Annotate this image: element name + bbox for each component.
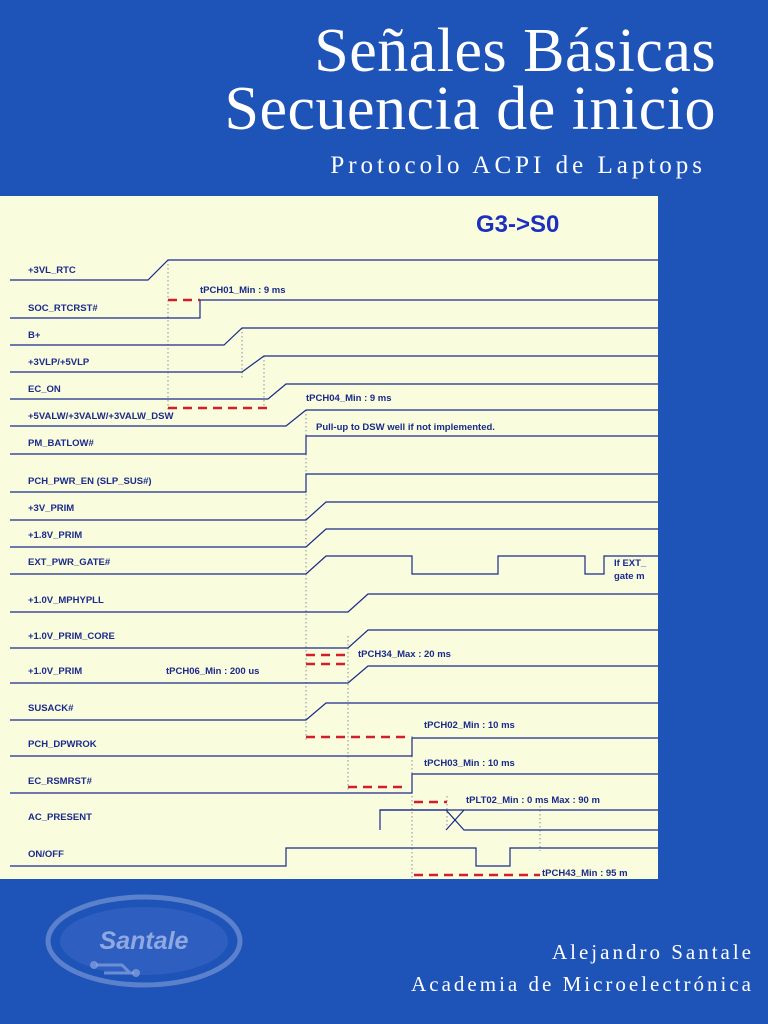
signal-label-pm-batlow: PM_BATLOW#: [28, 438, 94, 449]
wave-ac-present-a: [380, 810, 658, 830]
timing-diagram: [0, 196, 658, 879]
subtitle: Protocolo ACPI de Laptops: [330, 152, 706, 179]
annotation-tpch01: tPCH01_Min : 9 ms: [200, 285, 286, 296]
annotation-tpch43: tPCH43_Min : 95 m: [542, 868, 628, 879]
signal-label-1v0-prim-core: +1.0V_PRIM_CORE: [28, 631, 115, 642]
annotation-ext-note-2: gate m: [614, 571, 645, 582]
signal-label-1v8-prim: +1.8V_PRIM: [28, 530, 83, 541]
annotation-tpch06: tPCH06_Min : 200 us: [166, 666, 260, 677]
author-name: Alejandro Santale: [551, 940, 754, 964]
annotation-pullup-note: Pull-up to DSW well if not implemented.: [316, 422, 495, 433]
wave-pm-batlow: [10, 436, 658, 454]
signal-label-b-plus: B+: [28, 330, 41, 341]
timing-diagram-panel: [0, 196, 658, 879]
wave-susack: [10, 703, 658, 720]
annotation-tpch04: tPCH04_Min : 9 ms: [306, 393, 392, 404]
wave-ac-present-b: [380, 810, 658, 830]
wave-on-off: [10, 848, 658, 866]
signal-label-on-off: ON/OFF: [28, 849, 64, 860]
annotation-tpch34: tPCH34_Max : 20 ms: [358, 649, 451, 660]
annotation-tplt02: tPLT02_Min : 0 ms Max : 90 m: [466, 795, 600, 806]
wave-3vl-rtc: [10, 260, 658, 280]
wave-1v0-mphypll: [10, 594, 658, 612]
annotation-tpch02: tPCH02_Min : 10 ms: [424, 720, 515, 731]
title-block: [224, 17, 716, 143]
signal-label-1v0-mphypll: +1.0V_MPHYPLL: [28, 595, 104, 606]
diagram-title: G3->S0: [476, 211, 560, 238]
wave-b-plus: [10, 328, 658, 345]
annotation-ext-note-1: If EXT_: [614, 558, 647, 569]
signal-label-3v-prim: +3V_PRIM: [28, 503, 75, 514]
wave-1v8-prim: [10, 529, 658, 547]
signal-label-3vl-rtc: +3VL_RTC: [28, 265, 76, 276]
signal-label-alw-rails: +5VALW/+3VALW/+3VALW_DSW: [28, 411, 174, 422]
signal-label-susack: SUSACK#: [28, 703, 74, 714]
signal-label-ext-pwr-gate: EXT_PWR_GATE#: [28, 557, 111, 568]
santale-logo: [44, 893, 244, 989]
signal-label-1v0-prim: +1.0V_PRIM: [28, 666, 83, 677]
wave-1v0-prim: [10, 666, 658, 683]
signal-label-pch-dpwrok: PCH_DPWROK: [28, 739, 97, 750]
wave-pch-dpwrok: [10, 738, 658, 756]
annotation-tpch03: tPCH03_Min : 10 ms: [424, 758, 515, 769]
signal-label-ec-rsmrst: EC_RSMRST#: [28, 776, 92, 787]
signal-label-ec-on: EC_ON: [28, 384, 61, 395]
organization-name: Academia de Microelectrónica: [411, 972, 754, 996]
wave-ec-rsmrst: [10, 774, 658, 793]
signal-label-soc-rtcrst: SOC_RTCRST#: [28, 303, 98, 314]
wave-3vlp-5vlp: [10, 356, 658, 372]
logo-text: Santale: [99, 927, 189, 955]
author-block: [411, 936, 754, 1000]
signal-label-pch-pwr-en: PCH_PWR_EN (SLP_SUS#): [28, 476, 152, 487]
title-line-2: Secuencia de inicio: [224, 75, 716, 143]
wave-soc-rtcrst: [10, 300, 658, 318]
signal-label-ac-present: AC_PRESENT: [28, 812, 92, 823]
signal-label-3vlp-5vlp: +3VLP/+5VLP: [28, 357, 90, 368]
wave-3v-prim: [10, 502, 658, 520]
title-line-1: Señales Básicas: [314, 17, 716, 85]
timing-markers: [168, 300, 540, 875]
